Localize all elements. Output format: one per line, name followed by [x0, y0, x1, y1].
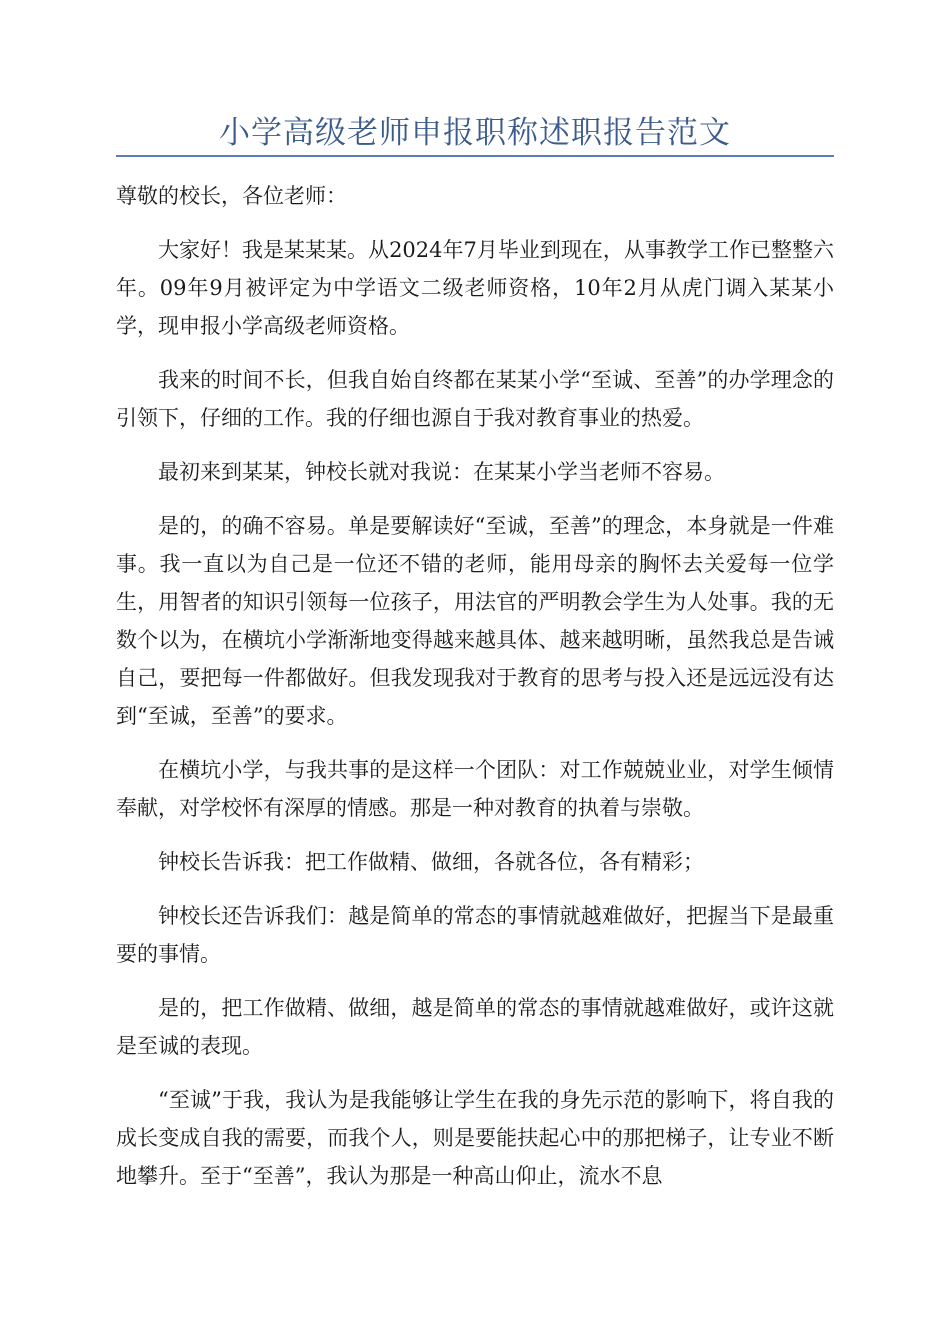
- paragraph: 钟校长告诉我：把工作做精、做细，各就各位，各有精彩；: [158, 850, 704, 874]
- paragraph: 大家好！我是某某某。从2024年7月毕业到现在，从事教学工作已整整六年。09年9月被评定为中学语文二级老师资格，10年2月从虎门调入某某小学，现申报小学高级老师资格。: [116, 238, 834, 338]
- paragraph: 是的，把工作做精、做细，越是简单的常态的事情就越难做好，或许这就是至诚的表现。: [116, 996, 834, 1058]
- paragraph: 我来的时间不长，但我自始自终都在某某小学“至诚、至善”的办学理念的引领下，仔细的工作。我的仔细也源自于我对教育事业的热爱。: [116, 368, 834, 430]
- page-title: 小学高级老师申报职称述职报告范文: [219, 115, 731, 151]
- paragraph: “至诚”于我，我认为是我能够让学生在我的身先示范的影响下，将自我的成长变成自我的需要，而我个人，则是要能扶起心中的那把梯子，让专业不断地攀升。至于“至善”，我认为那是一种高山仰止，流水不息: [116, 1088, 834, 1188]
- paragraph: 在横坑小学，与我共事的是这样一个团队：对工作兢兢业业，对学生倾情奉献，对学校怀有深厚的情感。那是一种对教育的执着与崇敬。: [116, 758, 834, 820]
- paragraph: 是的，的确不容易。单是要解读好“至诚，至善”的理念，本身就是一件难事。我一直以为自己是一位还不错的老师，能用母亲的胸怀去关爱每一位学生，用智者的知识引领每一位孩子，用法官的严明教会学生为人处事。我的无数个以为，在横坑小学渐渐地变得越来越具体、越来越明晰，虽然我总是告诫自己，要把每一件都做好。但我发现我对于教育的思考与投入还是远远没有达到“至诚，至善”的要求。: [116, 514, 834, 728]
- paragraph: 钟校长还告诉我们：越是简单的常态的事情就越难做好，把握当下是最重要的事情。: [116, 904, 834, 966]
- document-body: [116, 177, 834, 1211]
- title-divider: [116, 155, 834, 157]
- paragraph: 最初来到某某，钟校长就对我说：在某某小学当老师不容易。: [158, 460, 725, 484]
- salutation: 尊敬的校长，各位老师：: [116, 184, 347, 208]
